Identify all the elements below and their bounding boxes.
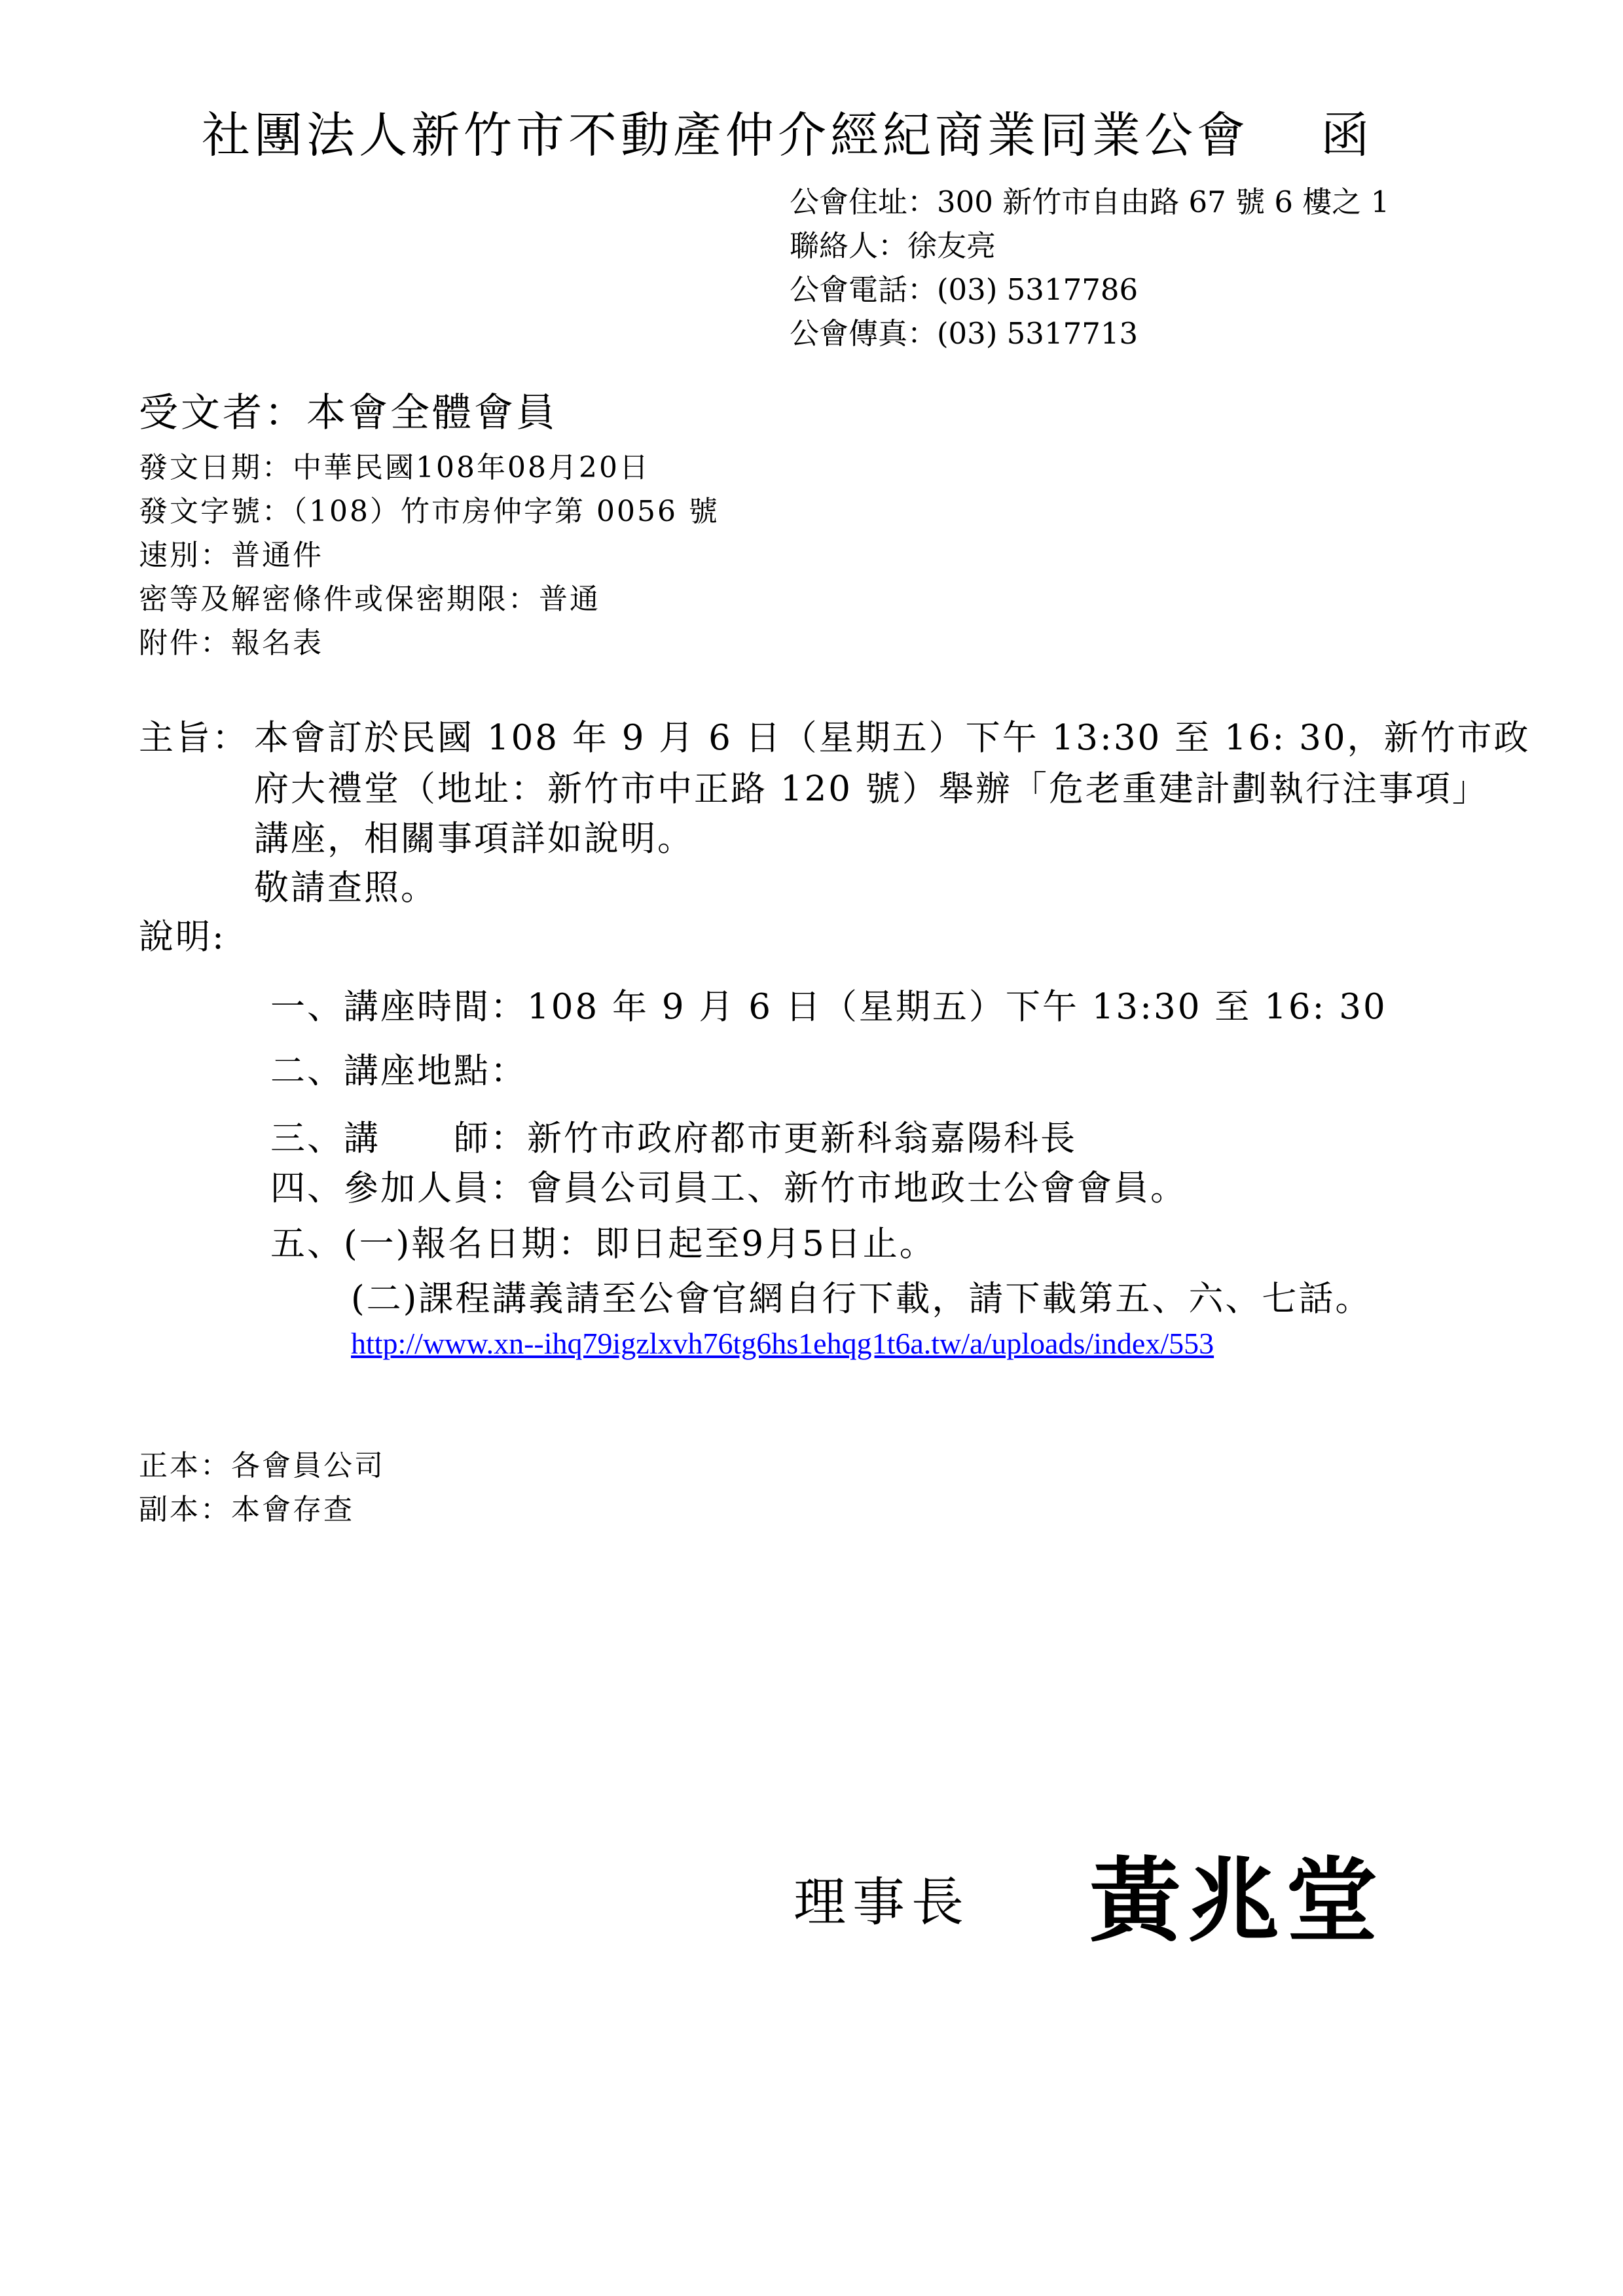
chairman-signature: 黃兆堂 — [1089, 1848, 1385, 1955]
explanation-item: 一、講座時間：108 年 9 月 6 日（星期五）下午 13:30 至 16: 30 — [270, 987, 1387, 1027]
association-address: 公會住址：300 新竹市自由路 67 號 6 樓之 1 — [790, 185, 1390, 219]
subject-line: 本會訂於民國 108 年 9 月 6 日（星期五）下午 13:30 至 16: 30，新竹市政 — [254, 718, 1531, 758]
explanation-item: (二)課程講義請至公會官網自行下載，請下載第五、六、七話。 — [351, 1279, 1372, 1319]
subject-line: 講座，相關事項詳如說明。 — [254, 819, 694, 859]
document-title: 社團法人新竹市不動產仲介經紀商業同業公會 函 — [202, 107, 1374, 164]
issue-date: 發文日期：中華民國108年08月20日 — [139, 451, 650, 484]
explanation-item: 二、講座地點： — [270, 1051, 527, 1091]
explanation-label: 說明: — [139, 917, 226, 957]
phone-number: 公會電話：(03) 5317786 — [790, 272, 1139, 307]
explanation-item: 五、(一)報名日期：即日起至9月5日止。 — [270, 1224, 936, 1264]
explanation-item: 四、參加人員：會員公司員工、新竹市地政士公會會員。 — [270, 1168, 1187, 1208]
chairman-title: 理事長 — [793, 1872, 970, 1933]
download-link[interactable]: http://www.xn--ihq79igzlxvh76tg6hs1ehqg1t6a.tw/a/uploads/index/553 — [351, 1327, 1214, 1360]
original-recipient: 正本：各會員公司 — [139, 1449, 385, 1482]
attachment: 附件：報名表 — [139, 626, 323, 660]
recipient: 受文者：本會全體會員 — [139, 390, 558, 436]
explanation-item: 三、講 師：新竹市政府都市更新科翁嘉陽科長 — [270, 1119, 1077, 1158]
contact-person: 聯絡人：徐友亮 — [790, 228, 996, 263]
fax-number: 公會傳真：(03) 5317713 — [790, 316, 1139, 351]
security-level: 密等及解密條件或保密期限：普通 — [139, 583, 600, 616]
copy-recipient: 副本：本會存查 — [139, 1493, 354, 1526]
subject-line: 府大禮堂（地址：新竹市中正路 120 號）舉辦「危老重建計劃執行注事項」 — [254, 769, 1489, 809]
delivery-speed: 速別：普通件 — [139, 539, 323, 572]
subject-line: 敬請查照。 — [254, 868, 437, 908]
document-number: 發文字號：（108）竹市房仲字第 0056 號 — [139, 495, 720, 528]
subject-label: 主旨： — [139, 718, 249, 758]
